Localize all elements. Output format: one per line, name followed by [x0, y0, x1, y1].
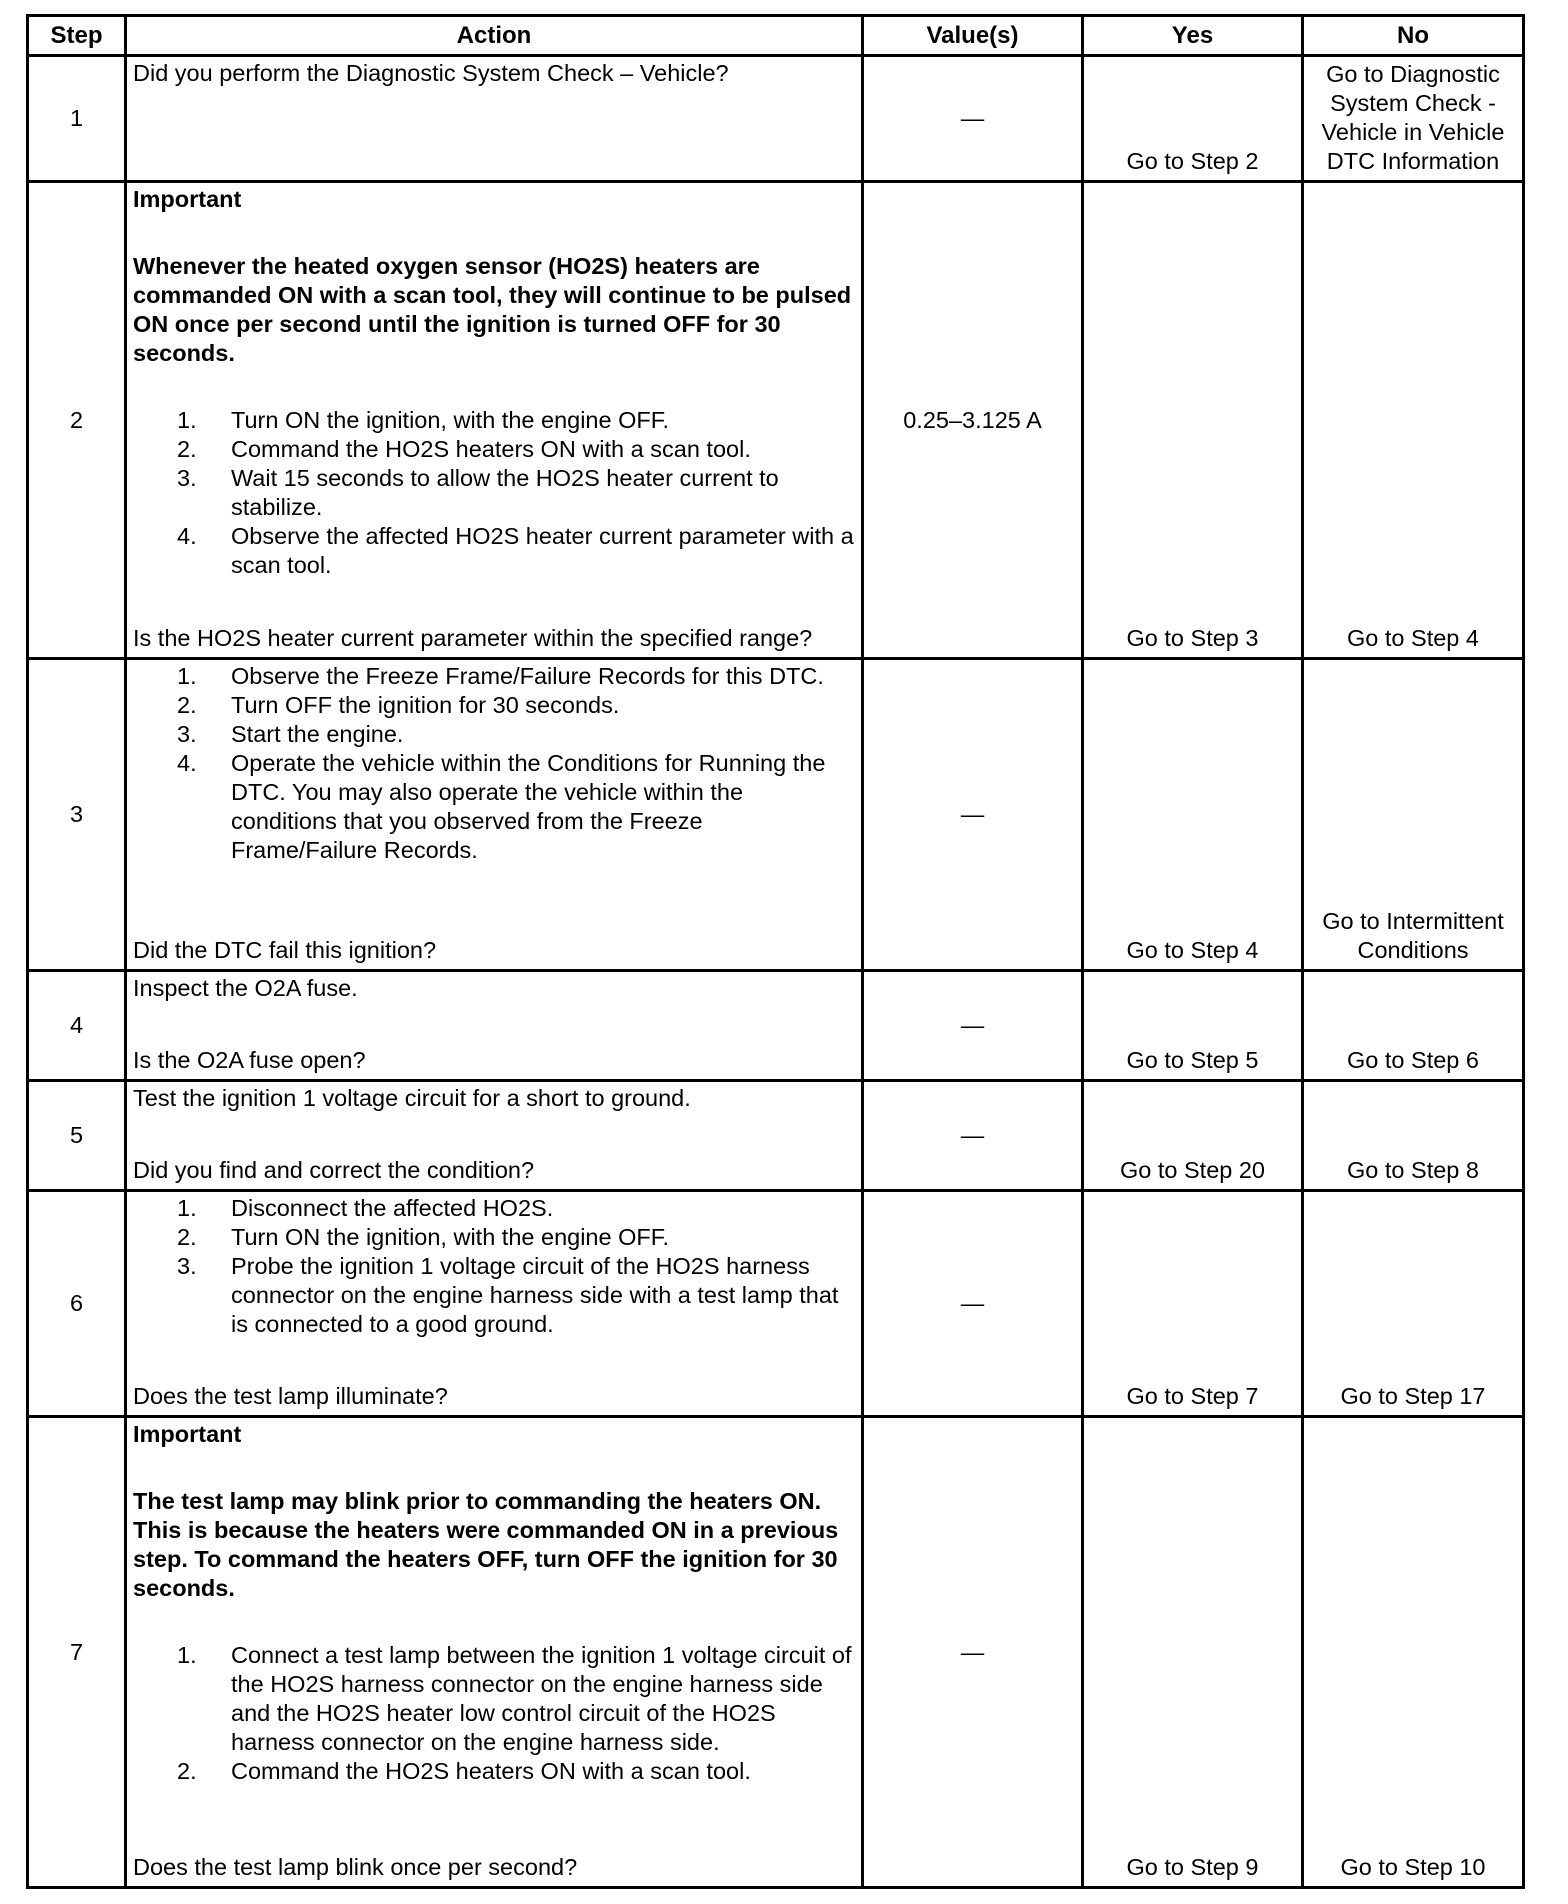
- yes-link[interactable]: Go to Step 20: [1083, 1081, 1303, 1191]
- action-cell: [126, 1417, 863, 1888]
- yes-link[interactable]: Go to Step 5: [1083, 971, 1303, 1081]
- table-row: [28, 971, 1524, 1081]
- list-item: Observe the affected HO2S heater current parameter with a scan tool.: [231, 523, 854, 578]
- list-item: Operate the vehicle within the Conditions for Running the DTC. You may also operate the vehicle within the conditions that you observed from the Freeze Frame/Failure Records.: [231, 750, 826, 863]
- value-cell: 0.25–3.125 A: [863, 182, 1083, 659]
- important-label: Important: [133, 186, 242, 212]
- header-step: Step: [28, 16, 126, 56]
- list-item: Disconnect the affected HO2S.: [231, 1195, 554, 1221]
- step-number: 6: [28, 1191, 126, 1417]
- no-link[interactable]: Go to Step 17: [1303, 1191, 1524, 1417]
- action-cell: [126, 659, 863, 971]
- list-item: Observe the Freeze Frame/Failure Records for this DTC.: [231, 663, 824, 689]
- list-item: Probe the ignition 1 voltage circuit of the HO2S harness connector on the engine harness side with a test lamp that is connected to a good ground.: [231, 1253, 839, 1337]
- action-cell: [126, 56, 863, 182]
- action-intro: Inspect the O2A fuse.: [133, 975, 358, 1001]
- procedure-list: [133, 406, 855, 580]
- yes-link[interactable]: Go to Step 4: [1083, 659, 1303, 971]
- header-yes: Yes: [1083, 16, 1303, 56]
- action-question: Is the HO2S heater current parameter within the specified range?: [133, 625, 813, 651]
- step-number: 1: [28, 56, 126, 182]
- no-link[interactable]: Go to Intermittent Conditions: [1303, 659, 1524, 971]
- action-question: Did you perform the Diagnostic System Check – Vehicle?: [133, 60, 729, 86]
- no-link[interactable]: Go to Step 10: [1303, 1417, 1524, 1888]
- value-cell: —: [863, 56, 1083, 182]
- step-number: 4: [28, 971, 126, 1081]
- list-item: Wait 15 seconds to allow the HO2S heater current to stabilize.: [231, 465, 779, 520]
- action-question: Does the test lamp blink once per second?: [133, 1854, 578, 1880]
- list-item: Connect a test lamp between the ignition 1 voltage circuit of the HO2S harness connector on the engine harness side and the HO2S heater low control circuit of the HO2S harness connector on the engine harness side.: [231, 1642, 852, 1755]
- action-cell: [126, 971, 863, 1081]
- header-row: [28, 16, 1524, 56]
- yes-link[interactable]: Go to Step 3: [1083, 182, 1303, 659]
- action-question: Does the test lamp illuminate?: [133, 1383, 448, 1409]
- list-item: Start the engine.: [231, 721, 404, 747]
- yes-link[interactable]: Go to Step 2: [1083, 56, 1303, 182]
- step-number: 2: [28, 182, 126, 659]
- no-link[interactable]: Go to Step 8: [1303, 1081, 1524, 1191]
- table-row: [28, 659, 1524, 971]
- list-item: Command the HO2S heaters ON with a scan tool.: [231, 436, 751, 462]
- step-number: 3: [28, 659, 126, 971]
- yes-link[interactable]: Go to Step 9: [1083, 1417, 1303, 1888]
- no-link[interactable]: Go to Diagnostic System Check - Vehicle in Vehicle DTC Information: [1303, 56, 1524, 182]
- action-question: Did you find and correct the condition?: [133, 1157, 535, 1183]
- step-number: 7: [28, 1417, 126, 1888]
- table-row: [28, 182, 1524, 659]
- diagnostic-table: [26, 14, 1525, 1889]
- procedure-list: [133, 1641, 855, 1786]
- value-cell: —: [863, 1417, 1083, 1888]
- action-cell: [126, 1191, 863, 1417]
- header-action: Action: [126, 16, 863, 56]
- list-item: Turn OFF the ignition for 30 seconds.: [231, 692, 620, 718]
- value-cell: —: [863, 971, 1083, 1081]
- important-label: Important: [133, 1421, 242, 1447]
- step-number: 5: [28, 1081, 126, 1191]
- table-row: [28, 1417, 1524, 1888]
- action-cell: [126, 182, 863, 659]
- important-text: Whenever the heated oxygen sensor (HO2S) heaters are commanded ON with a scan tool, they will continue to be pulsed ON once per second until the ignition is turned OFF for 30 seconds.: [133, 253, 852, 366]
- value-cell: —: [863, 1081, 1083, 1191]
- header-values: Value(s): [863, 16, 1083, 56]
- action-question: Is the O2A fuse open?: [133, 1047, 366, 1073]
- list-item: Turn ON the ignition, with the engine OFF.: [231, 407, 670, 433]
- no-link[interactable]: Go to Step 4: [1303, 182, 1524, 659]
- action-intro: Test the ignition 1 voltage circuit for a short to ground.: [133, 1085, 691, 1111]
- value-cell: —: [863, 659, 1083, 971]
- procedure-list: [133, 1194, 855, 1339]
- list-item: Turn ON the ignition, with the engine OFF.: [231, 1224, 670, 1250]
- important-text: The test lamp may blink prior to commanding the heaters ON. This is because the heaters were commanded ON in a previous step. To command the heaters OFF, turn OFF the ignition for 30 seconds.: [133, 1488, 839, 1601]
- list-item: Command the HO2S heaters ON with a scan tool.: [231, 1758, 751, 1784]
- value-cell: —: [863, 1191, 1083, 1417]
- action-question: Did the DTC fail this ignition?: [133, 937, 437, 963]
- table-row: [28, 56, 1524, 182]
- table-row: [28, 1081, 1524, 1191]
- table-row: [28, 1191, 1524, 1417]
- header-no: No: [1303, 16, 1524, 56]
- procedure-list: [133, 662, 855, 865]
- no-link[interactable]: Go to Step 6: [1303, 971, 1524, 1081]
- action-cell: [126, 1081, 863, 1191]
- yes-link[interactable]: Go to Step 7: [1083, 1191, 1303, 1417]
